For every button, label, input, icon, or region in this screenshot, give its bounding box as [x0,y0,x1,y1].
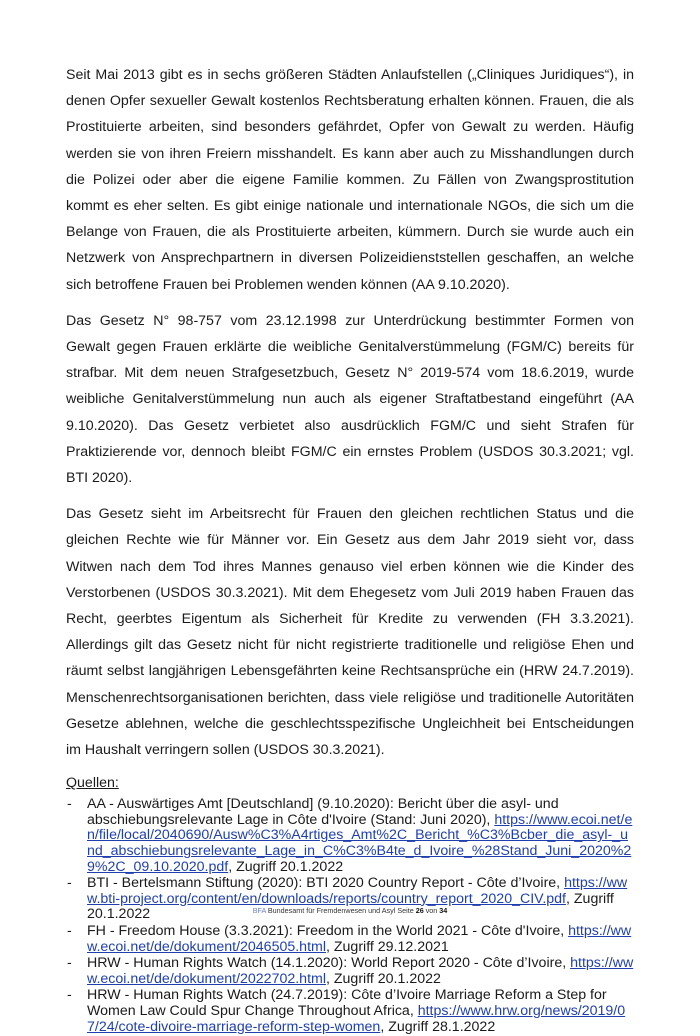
sources-list [66,797,634,1035]
bfa-logo-text: BFA [252,906,266,915]
bullet-dash: - [67,875,72,892]
source-text: HRW - Human Rights Watch (24.7.2019): Côte d’Ivoire Marriage Reform a Step for Women Law Could Spur Change Throughout Africa, [87,987,607,1019]
source-item-fh [66,924,634,955]
bullet-dash: - [67,796,72,813]
paragraph-cliniques: Seit Mai 2013 gibt es in sechs größeren Städten Anlaufstellen („Cliniques Juridiques“), in denen Opfer sexueller Gewalt kostenlos Rechtsberatung erhalten können. Frauen, die als Prostituierte arbeiten, sind besonders gefährdet, Opfer von Gewalt zu werden. Häufig werden sie von ihren Freiern misshandelt. Es kann aber auch zu Misshandlungen durch die Polizei oder aber die eigene Familie kommen. Zu Fällen von Zwangsprostitution kommt es eher selten. Es gibt einige nationale und internationale NGOs, die sich um die Belange von Frauen, die als Prostituierte arbeiten, kümmern. Durch sie wurde auch ein Netzwerk von Ansprechpartnern in diversen Polizeidienststellen geschaffen, an welche sich betroffene Frauen bei Problemen wenden können (AA 9.10.2020). [66,67,634,293]
source-access-date: , Zugriff 20.1.2022 [228,858,344,875]
bullet-dash: - [67,987,72,1004]
source-link[interactable]: https://www.hrw.org/news/2019/07/24/cote-divoire-marriage-reform-step-women [87,1003,626,1035]
footer-org-text: Bundesamt für Fremdenwesen und Asyl Seite [265,906,416,915]
total-pages-number: 34 [439,906,448,915]
source-link[interactable]: https://www.ecoi.net/en/file/local/2040690/Ausw%C3%A4rtiges_Amt%2C_Bericht_%C3%Bcber_die_asyl-_und_abschiebungsrelevante_Lage_in_C%C3%B4te_d_Ivoire_%28Stand_Juni_2020%29%2C_09.10.2020.pdf [87,811,633,875]
source-text: AA - Auswärtiges Amt [Deutschland] (9.10.2020): Bericht über die asyl- und abschiebungsrelevante Lage in Côte d'Ivoire (Stand: Juni 2020), [87,796,559,828]
source-link[interactable]: https://www.bti-project.org/content/en/downloads/reports/country_report_2020_CIV.pdf [87,875,628,907]
sources-heading: Quellen: [66,775,119,792]
paragraph-equal-rights: Das Gesetz sieht im Arbeitsrecht für Frauen den gleichen rechtlichen Status und die gleichen Rechte wie für Männer vor. Ein Gesetz aus dem Jahr 2019 sieht vor, dass Witwen nach dem Tod ihres Mannes genauso viel erben können wie die Kinder des Verstorbenen (USDOS 30.3.2021). Mit dem Ehegesetz vom Juli 2019 haben Frauen das Recht, geerbtes Eigentum als Sicherheit für Kredite zu verwenden (FH 3.3.2021). Allerdings gilt das Gesetz nicht für nicht registrierte traditionelle und religiöse Ehen und räumt selbst langjährigen Lebensgefährten keine Rechtsansprüche ein (HRW 24.7.2019). Menschenrechtsorganisationen berichten, dass viele religiöse und traditionelle Autoritäten Gesetze ablehnen, welche die geschlechtsspezifische Ungleichheit bei Entscheidungen im Haushalt verringern sollen (USDOS 30.3.2021). [66,506,634,759]
source-access-date: , Zugriff 20.1.2022 [325,970,441,987]
source-link[interactable]: https://www.ecoi.net/de/dokument/2022702.html [87,955,634,987]
source-item-hrw-2019 [66,988,634,1035]
source-link[interactable]: https://www.ecoi.net/de/dokument/2046505.html [87,923,632,955]
source-item-aa [66,797,634,875]
bullet-dash: - [67,955,72,972]
source-item-bti [66,876,634,923]
footer-of-text: von [423,906,440,915]
document-page [66,62,634,1036]
source-text: BTI - Bertelsmann Stiftung (2020): BTI 2020 Country Report - Côte d’Ivoire, [87,875,565,892]
source-item-hrw-2020 [66,956,634,987]
source-access-date: , Zugriff 29.12.2021 [325,938,449,955]
bullet-dash: - [67,923,72,940]
source-text: FH - Freedom House (3.3.2021): Freedom in the World 2021 - Côte d'Ivoire, [87,923,569,940]
page-footer [0,906,700,915]
current-page-number: 26 [415,906,424,915]
source-access-date: , Zugriff 20.1.2022 [87,890,614,923]
source-access-date: , Zugriff 28.1.2022 [380,1018,496,1035]
source-text: HRW - Human Rights Watch (14.1.2020): World Report 2020 - Côte d’Ivoire, [87,955,571,972]
paragraph-fgm-law: Das Gesetz N° 98-757 vom 23.12.1998 zur Unterdrückung bestimmter Formen von Gewalt gegen Frauen erklärte die weibliche Genitalverstümmelung (FGM/C) bereits für strafbar. Mit dem neuen Strafgesetzbuch, Gesetz N° 2019-574 vom 18.6.2019, wurde weibliche Genitalverstümmelung nun auch als eigener Straftatbestand eingeführt (AA 9.10.2020). Das Gesetz verbietet also ausdrücklich FGM/C und sieht Strafen für Praktizierende vor, dennoch bleibt FGM/C ein ernstes Problem (USDOS 30.3.2021; vgl. BTI 2020). [66,312,634,487]
